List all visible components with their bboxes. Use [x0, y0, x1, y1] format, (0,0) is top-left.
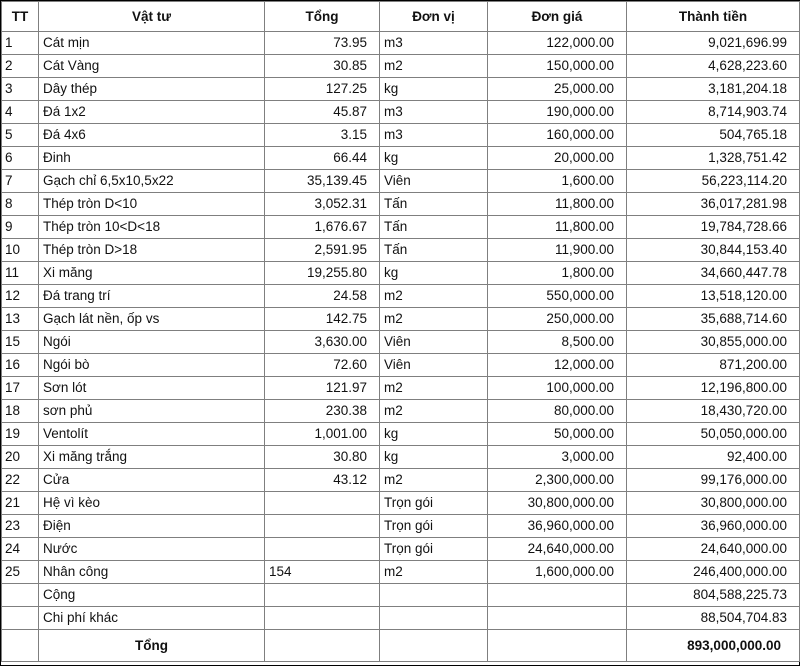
cell-material: Chi phí khác — [39, 607, 265, 630]
table-header — [2, 2, 800, 32]
header-unit: Đơn vị — [380, 2, 488, 32]
cell-tt: 24 — [2, 538, 39, 561]
cell-tt: 19 — [2, 423, 39, 446]
table-row — [2, 147, 800, 170]
table-row — [2, 538, 800, 561]
cell-total: 230.38 — [265, 400, 380, 423]
cell-tt: 4 — [2, 101, 39, 124]
table-row — [2, 584, 800, 607]
cell-unit-price: 25,000.00 — [488, 78, 627, 101]
cell-tt: 13 — [2, 308, 39, 331]
cell-unit-price: 80,000.00 — [488, 400, 627, 423]
cell-material: Thép tròn D>18 — [39, 239, 265, 262]
cell-tt: 8 — [2, 193, 39, 216]
cell-unit: kg — [380, 147, 488, 170]
cell-tt: 21 — [2, 492, 39, 515]
cell-amount: 24,640,000.00 — [627, 538, 800, 561]
table-row — [2, 239, 800, 262]
cell-total: 3,630.00 — [265, 331, 380, 354]
grand-total-empty-price — [488, 630, 627, 662]
table-row — [2, 492, 800, 515]
cell-unit: Trọn gói — [380, 538, 488, 561]
cell-unit: m3 — [380, 124, 488, 147]
cell-tt: 15 — [2, 331, 39, 354]
cell-amount: 3,181,204.18 — [627, 78, 800, 101]
cell-unit-price: 190,000.00 — [488, 101, 627, 124]
cell-unit-price: 3,000.00 — [488, 446, 627, 469]
cell-material: Đinh — [39, 147, 265, 170]
cell-amount: 30,855,000.00 — [627, 331, 800, 354]
cell-tt: 25 — [2, 561, 39, 584]
cell-unit: Trọn gói — [380, 492, 488, 515]
cell-total — [265, 538, 380, 561]
cell-unit-price: 50,000.00 — [488, 423, 627, 446]
table-row — [2, 262, 800, 285]
table-row — [2, 354, 800, 377]
cell-unit: Viên — [380, 354, 488, 377]
cell-unit: kg — [380, 262, 488, 285]
cell-material: Xi măng trắng — [39, 446, 265, 469]
header-total: Tổng — [265, 2, 380, 32]
grand-total-amount: 893,000,000.00 — [627, 630, 800, 662]
cell-tt: 3 — [2, 78, 39, 101]
cell-amount: 99,176,000.00 — [627, 469, 800, 492]
header-tt: TT — [2, 2, 39, 32]
cell-unit: m2 — [380, 285, 488, 308]
cell-unit: m3 — [380, 101, 488, 124]
cell-amount: 9,021,696.99 — [627, 32, 800, 55]
grand-total-tt — [2, 630, 39, 662]
grand-total-label: Tổng — [39, 630, 265, 662]
cell-material: Đá 4x6 — [39, 124, 265, 147]
table-row — [2, 561, 800, 584]
cell-unit: m2 — [380, 469, 488, 492]
cell-unit: kg — [380, 446, 488, 469]
cell-total: 24.58 — [265, 285, 380, 308]
table-row — [2, 78, 800, 101]
grand-total-row — [2, 630, 800, 662]
cell-unit-price: 30,800,000.00 — [488, 492, 627, 515]
table-row — [2, 515, 800, 538]
cell-total: 1,001.00 — [265, 423, 380, 446]
cell-unit: m2 — [380, 561, 488, 584]
cell-unit-price: 100,000.00 — [488, 377, 627, 400]
cell-total — [265, 515, 380, 538]
grand-total-empty-total — [265, 630, 380, 662]
cost-estimate-table — [1, 1, 800, 662]
cell-total: 43.12 — [265, 469, 380, 492]
cell-tt: 18 — [2, 400, 39, 423]
cell-total — [265, 607, 380, 630]
table-row — [2, 193, 800, 216]
cell-total: 127.25 — [265, 78, 380, 101]
cell-unit-price: 11,900.00 — [488, 239, 627, 262]
cell-unit-price: 1,600,000.00 — [488, 561, 627, 584]
cell-tt: 17 — [2, 377, 39, 400]
cell-unit: Trọn gói — [380, 515, 488, 538]
cell-amount: 18,430,720.00 — [627, 400, 800, 423]
cell-material: Xi măng — [39, 262, 265, 285]
cell-material: Đá 1x2 — [39, 101, 265, 124]
cell-unit: kg — [380, 78, 488, 101]
cell-material: Gạch lát nền, ốp vs — [39, 308, 265, 331]
cell-tt: 10 — [2, 239, 39, 262]
cell-tt: 22 — [2, 469, 39, 492]
cell-total: 72.60 — [265, 354, 380, 377]
cell-tt: 12 — [2, 285, 39, 308]
cell-unit: Tấn — [380, 239, 488, 262]
table-row — [2, 607, 800, 630]
table-row — [2, 446, 800, 469]
cell-tt — [2, 607, 39, 630]
cell-material: Cửa — [39, 469, 265, 492]
table-footer — [2, 630, 800, 662]
cell-material: sơn phủ — [39, 400, 265, 423]
cell-unit: m2 — [380, 400, 488, 423]
cell-unit: m2 — [380, 377, 488, 400]
cell-amount: 871,200.00 — [627, 354, 800, 377]
cell-total: 73.95 — [265, 32, 380, 55]
cell-material: Thép tròn 10<D<18 — [39, 216, 265, 239]
cell-unit — [380, 607, 488, 630]
cell-material: Dây thép — [39, 78, 265, 101]
cell-tt: 9 — [2, 216, 39, 239]
cell-tt: 1 — [2, 32, 39, 55]
cell-tt: 20 — [2, 446, 39, 469]
cell-amount: 8,714,903.74 — [627, 101, 800, 124]
cell-unit-price: 11,800.00 — [488, 216, 627, 239]
cell-tt: 2 — [2, 55, 39, 78]
table-row — [2, 331, 800, 354]
cell-material: Cát Vàng — [39, 55, 265, 78]
header-unit-price: Đơn giá — [488, 2, 627, 32]
cell-unit-price: 12,000.00 — [488, 354, 627, 377]
table-body — [2, 32, 800, 630]
cell-material: Hệ vì kèo — [39, 492, 265, 515]
cell-total — [265, 584, 380, 607]
table-row — [2, 469, 800, 492]
cell-material: Gạch chỉ 6,5x10,5x22 — [39, 170, 265, 193]
cell-unit-price — [488, 607, 627, 630]
cell-amount: 13,518,120.00 — [627, 285, 800, 308]
cell-total: 45.87 — [265, 101, 380, 124]
header-amount: Thành tiền — [627, 2, 800, 32]
cell-amount: 30,844,153.40 — [627, 239, 800, 262]
table-row — [2, 285, 800, 308]
cell-material: Sơn lót — [39, 377, 265, 400]
header-material: Vật tư — [39, 2, 265, 32]
cell-total: 19,255.80 — [265, 262, 380, 285]
cell-unit-price: 1,600.00 — [488, 170, 627, 193]
cell-material: Thép tròn D<10 — [39, 193, 265, 216]
cell-unit — [380, 584, 488, 607]
table-row — [2, 377, 800, 400]
cell-unit-price: 2,300,000.00 — [488, 469, 627, 492]
cell-material: Cộng — [39, 584, 265, 607]
table-row — [2, 101, 800, 124]
cell-unit-price: 122,000.00 — [488, 32, 627, 55]
cell-unit-price: 150,000.00 — [488, 55, 627, 78]
cell-total: 2,591.95 — [265, 239, 380, 262]
cell-amount: 246,400,000.00 — [627, 561, 800, 584]
cell-amount: 19,784,728.66 — [627, 216, 800, 239]
cell-unit: m2 — [380, 55, 488, 78]
cell-tt: 7 — [2, 170, 39, 193]
table-row — [2, 400, 800, 423]
table-row — [2, 32, 800, 55]
cell-material: Ngói — [39, 331, 265, 354]
cell-amount: 504,765.18 — [627, 124, 800, 147]
cell-total: 35,139.45 — [265, 170, 380, 193]
cell-total: 3,052.31 — [265, 193, 380, 216]
cell-amount: 50,050,000.00 — [627, 423, 800, 446]
cell-tt — [2, 584, 39, 607]
cell-unit-price: 250,000.00 — [488, 308, 627, 331]
cell-material: Cát mịn — [39, 32, 265, 55]
cell-unit: Tấn — [380, 193, 488, 216]
table-row — [2, 55, 800, 78]
cell-amount: 88,504,704.83 — [627, 607, 800, 630]
table-row — [2, 423, 800, 446]
cell-amount: 30,800,000.00 — [627, 492, 800, 515]
cell-unit: Viên — [380, 170, 488, 193]
header-row — [2, 2, 800, 32]
cell-unit: kg — [380, 423, 488, 446]
cell-unit-price: 550,000.00 — [488, 285, 627, 308]
cell-amount: 804,588,225.73 — [627, 584, 800, 607]
cell-amount: 1,328,751.42 — [627, 147, 800, 170]
cell-unit: Tấn — [380, 216, 488, 239]
cell-total: 30.80 — [265, 446, 380, 469]
cell-amount: 35,688,714.60 — [627, 308, 800, 331]
table-row — [2, 170, 800, 193]
cell-total: 154 — [265, 561, 380, 584]
cell-amount: 92,400.00 — [627, 446, 800, 469]
cell-amount: 4,628,223.60 — [627, 55, 800, 78]
cell-tt: 5 — [2, 124, 39, 147]
cell-unit-price: 20,000.00 — [488, 147, 627, 170]
cell-tt: 23 — [2, 515, 39, 538]
grand-total-empty-unit — [380, 630, 488, 662]
cell-unit-price — [488, 584, 627, 607]
cell-total — [265, 492, 380, 515]
cell-material: Nhân công — [39, 561, 265, 584]
cell-unit-price: 11,800.00 — [488, 193, 627, 216]
cell-unit-price: 36,960,000.00 — [488, 515, 627, 538]
cell-unit: m3 — [380, 32, 488, 55]
cell-total: 142.75 — [265, 308, 380, 331]
cell-unit: Viên — [380, 331, 488, 354]
table-row — [2, 308, 800, 331]
cell-material: Ventolít — [39, 423, 265, 446]
cell-total: 3.15 — [265, 124, 380, 147]
cell-amount: 12,196,800.00 — [627, 377, 800, 400]
table-row — [2, 216, 800, 239]
cell-unit-price: 1,800.00 — [488, 262, 627, 285]
cell-material: Ngói bò — [39, 354, 265, 377]
cell-amount: 36,960,000.00 — [627, 515, 800, 538]
cell-material: Đá trang trí — [39, 285, 265, 308]
cell-material: Điện — [39, 515, 265, 538]
cell-amount: 56,223,114.20 — [627, 170, 800, 193]
cell-amount: 36,017,281.98 — [627, 193, 800, 216]
cell-tt: 16 — [2, 354, 39, 377]
table-row — [2, 124, 800, 147]
cell-unit: m2 — [380, 308, 488, 331]
cell-total: 121.97 — [265, 377, 380, 400]
cell-amount: 34,660,447.78 — [627, 262, 800, 285]
cell-unit-price: 24,640,000.00 — [488, 538, 627, 561]
cell-material: Nước — [39, 538, 265, 561]
cell-unit-price: 8,500.00 — [488, 331, 627, 354]
cell-total: 30.85 — [265, 55, 380, 78]
cell-total: 66.44 — [265, 147, 380, 170]
cell-tt: 11 — [2, 262, 39, 285]
cell-total: 1,676.67 — [265, 216, 380, 239]
cell-tt: 6 — [2, 147, 39, 170]
cell-unit-price: 160,000.00 — [488, 124, 627, 147]
